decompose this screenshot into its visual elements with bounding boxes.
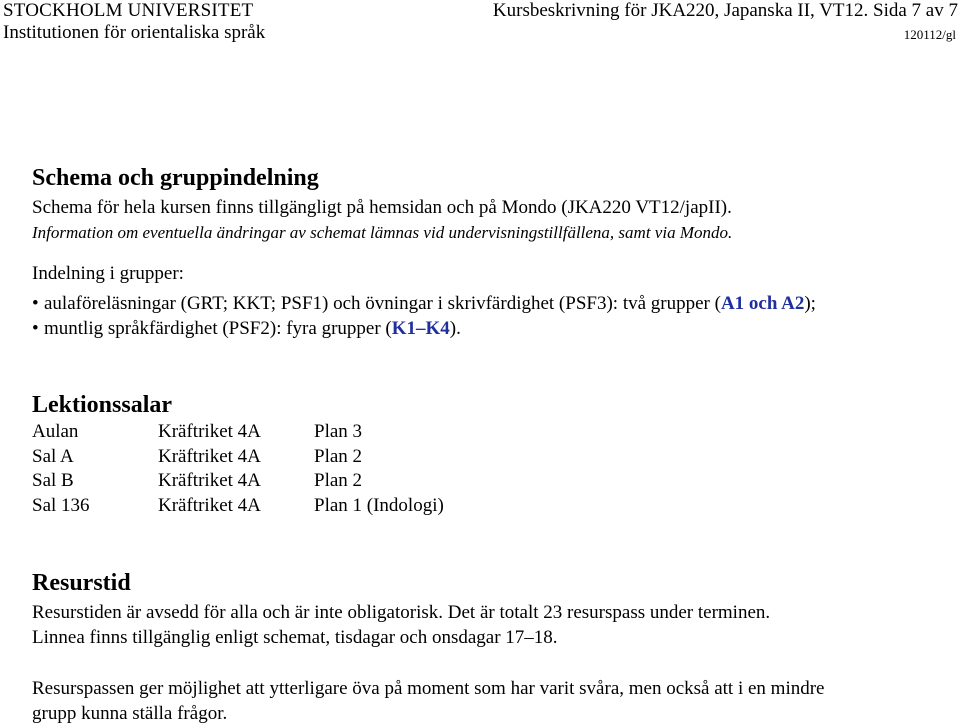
bullet-text: aulaföreläsningar (GRT; KKT; PSF1) och övningar i skrivfärdighet (PSF3): två grupper (	[44, 293, 721, 314]
bullet-icon: •	[32, 318, 39, 339]
room-name: Sal B	[32, 470, 74, 491]
bullet-icon: •	[32, 293, 39, 314]
resource-line-3: Resurspassen ger möjlighet att ytterligare öva på moment som har varit svåra, men också att i en mindre	[32, 678, 825, 699]
room-floor: Plan 2	[314, 445, 363, 467]
resource-line-4: grupp kunna ställa frågor.	[32, 703, 228, 724]
bullet-text-end: ).	[449, 318, 461, 339]
bullet-text: muntlig språkfärdighet (PSF2): fyra grupper (	[44, 318, 392, 339]
room-floor: Plan 3	[314, 421, 363, 442]
schedule-heading: Schema och gruppindelning	[32, 165, 319, 191]
schedule-line-2: Information om eventuella ändringar av schemat lämnas vid undervisningstillfällena, samt via Mondo.	[32, 223, 733, 242]
bullet-accent: A1 och A2	[720, 293, 805, 314]
document-code: 120112/gl	[903, 27, 956, 42]
list-item	[32, 318, 461, 340]
course-title: Kursbeskrivning för JKA220, Japanska II, VT12. Sida 7 av 7	[492, 0, 958, 21]
department-name: Institutionen för orientaliska språk	[3, 22, 266, 43]
room-building: Kräftriket 4A	[158, 494, 261, 516]
room-name: Sal 136	[32, 494, 90, 516]
schedule-line-1: Schema för hela kursen finns tillgängligt på hemsidan och på Mondo (JKA220 VT12/japII).	[32, 197, 732, 218]
room-name: Aulan	[32, 421, 79, 442]
room-building: Kräftriket 4A	[158, 445, 261, 467]
university-name: STOCKHOLM UNIVERSITET	[3, 0, 254, 21]
list-item	[32, 293, 816, 315]
resource-heading: Resurstid	[32, 570, 131, 596]
room-name: Sal A	[32, 445, 74, 467]
room-floor: Plan 2	[314, 470, 363, 491]
room-floor: Plan 1 (Indologi)	[314, 494, 444, 516]
page-header	[0, 0, 960, 44]
bullet-text-end: );	[804, 293, 816, 314]
room-building: Kräftriket 4A	[158, 470, 261, 491]
resource-line-2: Linnea finns tillgänglig enligt schemat, tisdagar och onsdagar 17–18.	[32, 627, 558, 648]
resource-line-1: Resurstiden är avsedd för alla och är inte obligatorisk. Det är totalt 23 resurspass under terminen.	[32, 602, 771, 623]
bullet-accent: K1–K4	[391, 318, 450, 339]
rooms-heading: Lektionssalar	[32, 392, 173, 418]
groups-intro: Indelning i grupper:	[32, 263, 184, 284]
room-building: Kräftriket 4A	[158, 421, 261, 442]
